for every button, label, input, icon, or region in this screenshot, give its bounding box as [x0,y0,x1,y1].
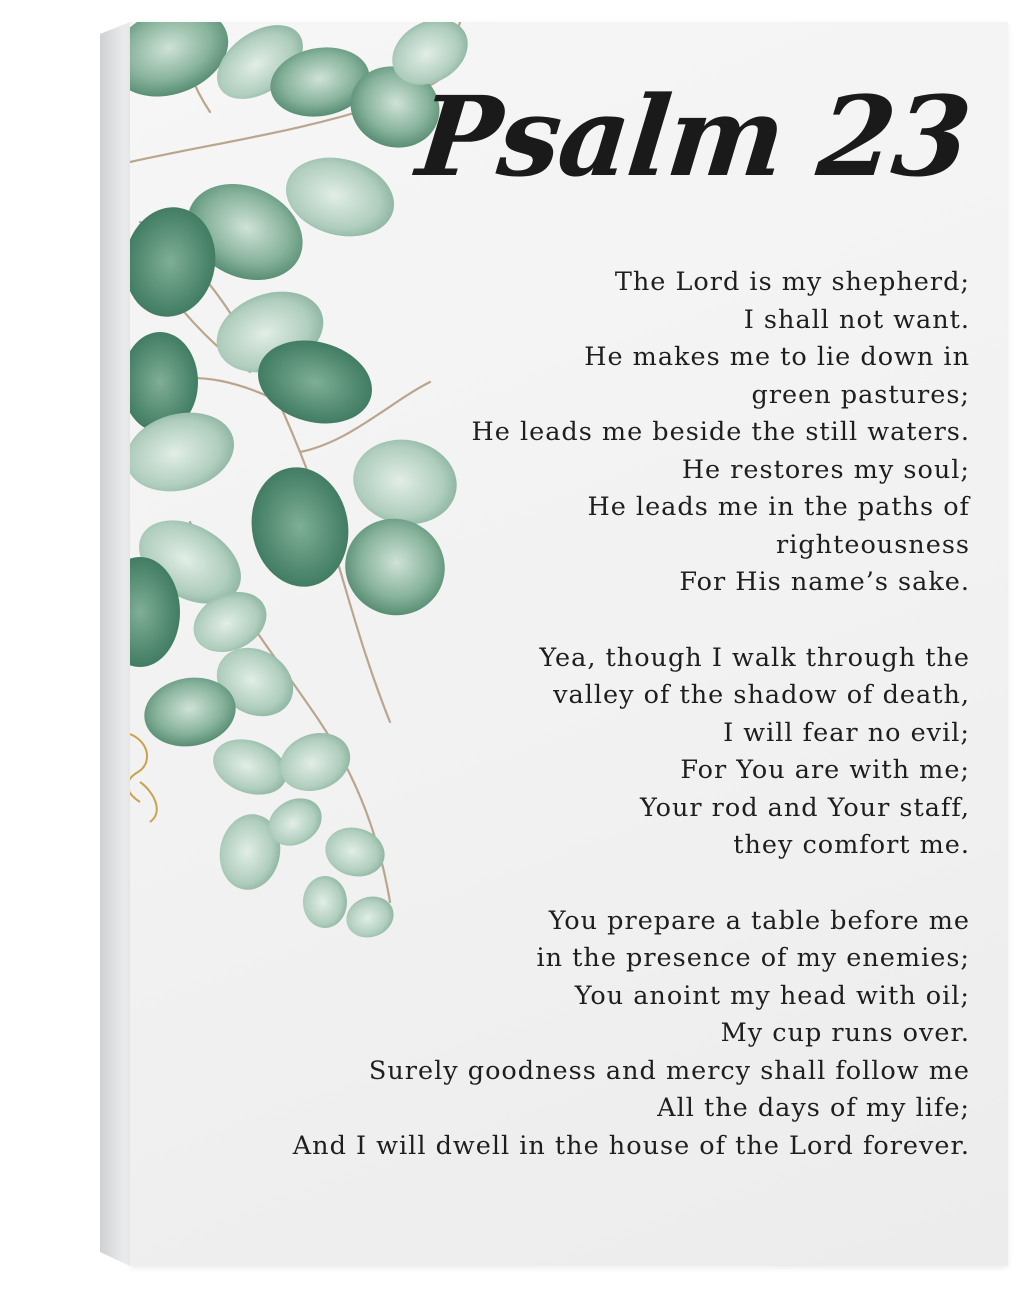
canvas-edge [100,22,130,1266]
poem-line: Yea, though I walk through the [539,642,970,673]
poem-line: I shall not want. [743,304,970,335]
poem-line: Your rod and Your staff, [639,792,970,823]
poem-line: Surely goodness and mercy shall follow me [368,1055,970,1086]
poem-line: He leads me in the paths of [587,492,970,522]
poem-line: valley of the shadow of death, [553,680,970,710]
poem-line: He leads me beside the still waters. [471,417,970,447]
poem-line: And I will dwell in the house of the Lord forever. [292,1130,970,1161]
page-title: Psalm 23 [411,72,975,201]
poem-line: You anoint my head with oil; [574,980,970,1011]
stanza [150,903,970,1166]
poem-line: For You are with me; [680,755,970,785]
poem-line: He makes me to lie down in [584,342,970,372]
stanza [150,264,970,602]
psalm-text [150,264,970,1203]
stanza [150,640,970,865]
poem-line: My cup runs over. [720,1018,970,1048]
poem-line: For His name’s sake. [679,567,970,597]
poem-line: You prepare a table before me [548,905,970,936]
poem-line: in the presence of my enemies; [536,943,970,973]
poem-line: All the days of my life; [657,1093,970,1123]
poem-line: He restores my soul; [681,454,970,485]
poem-line: I will fear no evil; [723,717,970,748]
poem-line: green pastures; [751,379,970,410]
poem-line: righteousness [776,529,970,560]
canvas-print [130,22,1008,1266]
poem-line: they comfort me. [733,830,970,860]
poem-line: The Lord is my shepherd; [614,267,970,297]
